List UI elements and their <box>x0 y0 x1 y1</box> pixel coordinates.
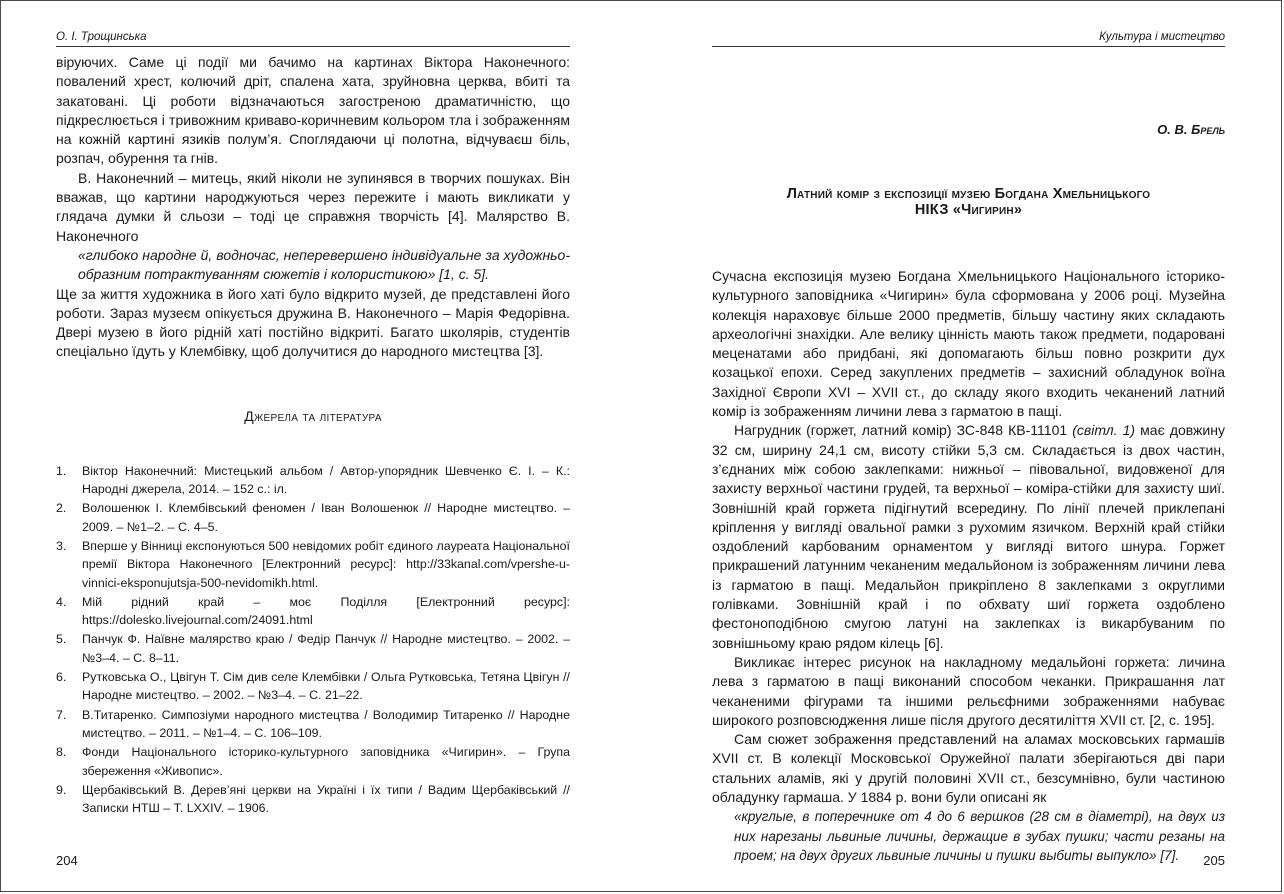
reference-text: Мій рідний край – моє Поділля [Електронний ресурс]: https://dolesko.livejournal.com/24091.html <box>82 594 570 628</box>
references-list <box>56 462 570 818</box>
block-quote: «круглые, в поперечнике от 4 до 6 вершков (28 см в діаметрі), на двух из них нарезаны львиные личины, держащие в зубах пушки; части резаны на проем; на двух других львиные личины и пушки выбиты выпукло» [7]. <box>734 809 1225 863</box>
reference-item <box>56 499 570 536</box>
reference-number: 6. <box>56 670 67 685</box>
running-head-section: Культура і мистецтво <box>712 30 1225 47</box>
reference-text: В.Титаренко. Симпозіуми народного мистецтва / Володимир Титаренко // Народне мистецтво. – 2011. – №1–4. – С. 106–109. <box>82 707 570 740</box>
reference-text: Вперше у Вінниці експонуються 500 невідомих робіт єдиного лауреата Національної премії Віктора Наконечного [Електронний ресурс]: http://33kanal.com/vpershe-u-vinnici-eksponujutsja-500-nevidomikh.html. <box>82 538 570 590</box>
paragraph <box>712 421 1225 653</box>
reference-item <box>56 630 570 667</box>
paragraph: Сам сюжет зображення представлений на аламах московських гармашів XVII ст. В колекції Московської Оружейної палати зберігаються дві пари стальних аламів, які у другій половині XVII ст., безсумнівно, були частиною обладунку гармаша. У 1884 р. вони були описані як <box>712 731 1225 806</box>
paragraph: Сучасна експозиція музею Богдана Хмельницького Національного історико-культурного заповідника «Чигирин» була сформована у 2006 році. Музейна колекція нараховує більше 2000 предметів, більшу частину яких складають археологічні знахідки. Але велику цінність мають також предмети, подаровані меценатами або придбані, які допомагають більш повно розкрити дух козацької епохи. Серед закуплених предметів – захисний обладунок воїна Західної Європи XVI – XVII ст., до складу якого входить чеканений латний комір із зображенням личини лева з гарматою в пащі. <box>712 268 1225 420</box>
reference-number: 3. <box>56 538 67 553</box>
left-body-text <box>56 53 570 362</box>
left-page <box>1 1 641 891</box>
article-title-line: Латний комір з експозиції музею Богдана Хмельницького <box>786 186 1151 202</box>
reference-item <box>56 781 570 818</box>
page-number: 205 <box>1203 853 1225 868</box>
paragraph: Ще за життя художника в його хаті було відкрито музей, де представлені його роботи. Зараз музеєм опікується дружина В. Наконечного – Марія Федорівна. Двері музею в його рідній хаті постійно відкриті. Багато школярів, студентів спеціально їдуть у Клембівку, щоб долучитися до народного мистецтва [3]. <box>56 285 570 360</box>
paragraph: Викликає інтерес рисунок на накладному медальйоні горжета: личина лева з гарматою в пащі виконаний способом чеканки. Прикрашання лат чеканеними фігурами та іншими рельєфними зображеннями набуває широкого розповсюдження лише після другого десятиліття XVII ст. [2, с. 195]. <box>712 653 1225 728</box>
reference-number: 9. <box>56 782 67 797</box>
reference-text: Панчук Ф. Наївне малярство краю / Федір Панчук // Народне мистецтво. – 2002. – №3–4. – С. 8–11. <box>82 632 570 665</box>
reference-text: Волошенюк І. Клембівський феномен / Іван Волошенюк // Народне мистецтво. – 2009. – №1–2. – С. 4–5. <box>82 501 570 534</box>
reference-number: 5. <box>56 632 67 647</box>
reference-item <box>56 706 570 743</box>
reference-text: Рутковська О., Цвігун Т. Сім див селе Клембівки / Ольга Рутковська, Тетяна Цвігун // Народне мистецтво. – 2002. – №3–4. – С. 21–22. <box>82 670 570 703</box>
reference-item <box>56 462 570 499</box>
reference-text: Віктор Наконечний: Мистецький альбом / Автор-упорядник Шевченко Є. І. – К.: Народні джерела, 2014. – 152 с.: іл. <box>82 463 570 497</box>
reference-number: 8. <box>56 745 67 760</box>
figure-reference: (світл. 1) <box>1072 422 1136 439</box>
running-head-author: О. І. Трощинська <box>56 30 570 47</box>
reference-text: Фонди Національного історико-культурного заповідника «Чигирин». – Група збереження «Живопис». <box>82 745 570 778</box>
reference-text: Щербаківський В. Дерев’яні церкви на Україні і їх типи / Вадим Щербаківський // Записки НТШ – Т. LXXIV. – 1906. <box>82 782 570 816</box>
block-quote: «глибоко народне й, водночас, неперевершено індивідуальне за художньо-образним потрактуванням сюжетів і колористикою» [1, с. 5]. <box>78 246 570 283</box>
paragraph-text: Нагрудник (горжет, латний комір) ЗС-848 КВ-11101 <box>734 422 1073 439</box>
reference-item <box>56 537 570 592</box>
reference-number: 4. <box>56 594 67 609</box>
paragraph-text: має довжину 32 см, ширину 24,1 см, висоту стійки 5,3 см. Складається із двох частин, з’єднаних між собою заклепками: нижньої – півовальної, видовженої для захисту верхньої частини грудей, та верхньої – коміра-стійки для захисту шиї. Зовнішній край горжета підігнутий всередину. По лінії плечей приклепані кріплення у вигляді овальної рамки з рухомим язичком. Верхній край стійки оздоблений карбованим орнаментом у вигляді витого шнура. Горжет прикрашений латунним чеканеним медальйоном із зображенням личини лева із гарматою в пащі. Медальйон прикріплено 8 заклепками з округлими голівками. Зовнішній край і по обхвату шиї горжета оздоблено фестоноподібною смугою латуні на заклепках із викарбуваним по зовнішньому краю рядом кілець [6]. <box>712 422 1225 651</box>
paragraph: віруючих. Саме ці події ми бачимо на картинах Віктора Наконечного: повалений хрест, колючий дріт, спалена хата, зруйновна церква, вбиті та закатовані. Ці роботи відзначаються загостреною драматичністю, що підкреслюється і тривожним криваво-коричневим кольором тла і зображенням на кожній картині язиків полум’я. Споглядаючи ці полотна, відчуваєш біль, розпач, обурення та гнів. <box>56 54 570 167</box>
reference-item <box>56 668 570 705</box>
right-body-text <box>712 267 1225 865</box>
reference-number: 1. <box>56 463 67 478</box>
page-number: 204 <box>56 853 78 868</box>
article-title-line: НІКЗ «Чигирин» <box>914 202 1023 218</box>
reference-number: 7. <box>56 707 67 722</box>
reference-item <box>56 593 570 630</box>
article-author: О. В. Брель <box>1157 122 1225 137</box>
references-heading: Джерела та література <box>244 407 382 424</box>
reference-item <box>56 743 570 780</box>
paragraph: В. Наконечний – митець, який ніколи не зупинявся в творчих пошуках. Він вважав, що картини народжуються через пережите і мають викликати у глядача думки й сльози – тоді це справжня творчість [4]. Малярство В. Наконечного <box>56 169 570 244</box>
right-page <box>641 1 1281 891</box>
article-title <box>712 186 1225 218</box>
reference-number: 2. <box>56 501 67 516</box>
